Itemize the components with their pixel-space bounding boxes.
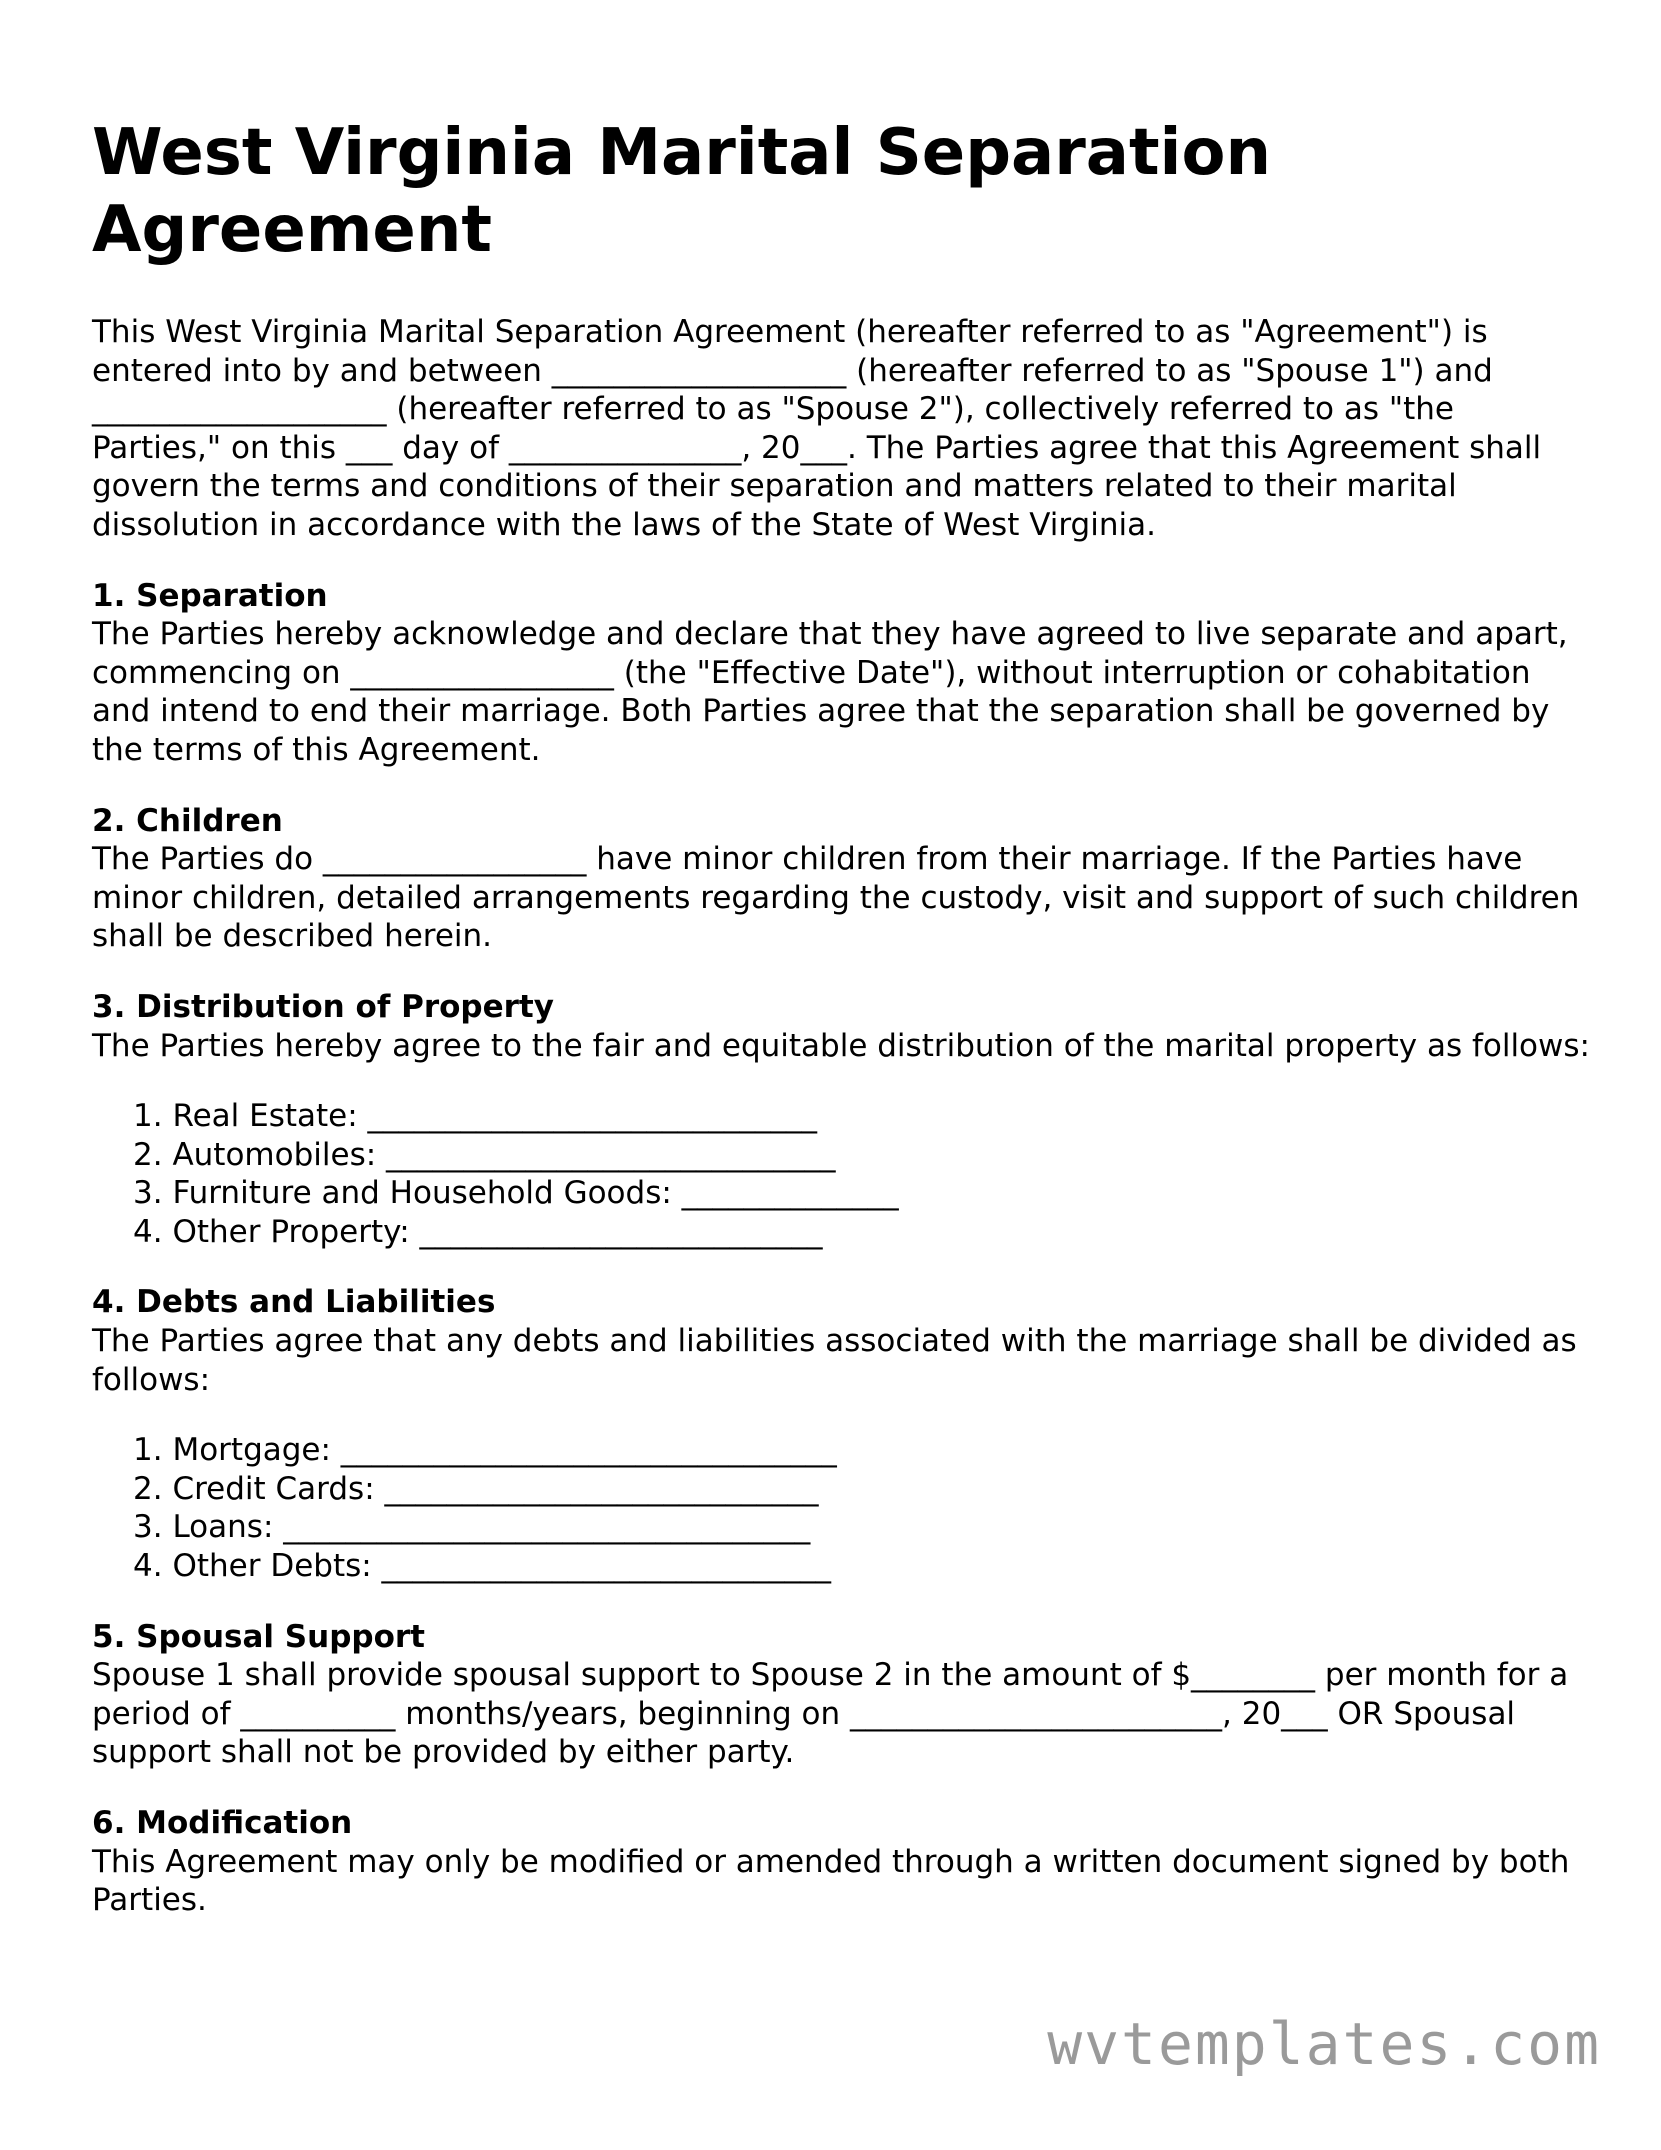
page-title: West Virginia Marital Separation Agreement: [92, 116, 1271, 267]
document-page: [92, 115, 1592, 1920]
list-item: Mortgage: ________________________________: [172, 1432, 837, 1469]
list-item: Automobiles: _____________________________: [172, 1136, 836, 1173]
list-item: Other Property: __________________________: [172, 1213, 823, 1250]
section-heading: 4. Debts and Liabilities: [92, 1284, 496, 1321]
debts-list: [92, 1431, 1592, 1585]
list-item: Credit Cards: ____________________________: [172, 1470, 819, 1507]
section-distribution-of-property: [92, 988, 1592, 1252]
section-heading: 1. Separation: [92, 577, 328, 614]
section-children: [92, 802, 1592, 956]
section-heading: 6. Modification: [92, 1805, 353, 1841]
section-modification: [92, 1804, 1592, 1920]
intro-paragraph: This West Virginia Marital Separation Agreement (hereafter referred to as "Agreement") is entered into by and between ___________________ (hereafter referred to as "Spouse 1") and ___________________ (hereafter referred to as "Spouse 2"), collectively referred to as "the Parties," on this ___ day of _______________, 20___. The Parties agree that this Agreement shall govern the terms and conditions of their separation and matters related to their marital dissolution in accordance with the laws of the State of West Virginia.: [92, 314, 1542, 543]
list-item: Loans: __________________________________: [172, 1509, 811, 1546]
property-list: [92, 1097, 1592, 1251]
section-body: The Parties hereby acknowledge and declare that they have agreed to live separate and apart, commencing on _________________ (the "Effective Date"), without interruption or cohabitation and intend to end their marriage. Both Parties agree that the separation shall be governed by the terms of this Agreement.: [92, 616, 1568, 768]
list-item: Other Debts: _____________________________: [172, 1548, 832, 1585]
section-spousal-support: [92, 1618, 1592, 1772]
section-heading: 3. Distribution of Property: [92, 988, 554, 1025]
section-body: The Parties agree that any debts and liabilities associated with the marriage shall be divided as follows:: [92, 1323, 1577, 1398]
section-heading: 5. Spousal Support: [92, 1618, 425, 1655]
list-item: Furniture and Household Goods: ______________: [172, 1175, 899, 1212]
section-body: Spouse 1 shall provide spousal support to Spouse 2 in the amount of $________ per month for a period of __________ months/years, beginning on ________________________, 20___ OR Spousal support shall not be provided by either party.: [92, 1657, 1569, 1771]
section-separation: [92, 577, 1592, 770]
section-body: The Parties do _________________ have minor children from their marriage. If the Parties have minor children, detailed arrangements regarding the custody, visit and support of such children shall be described herein.: [92, 841, 1580, 955]
watermark: wvtemplates.com: [1047, 2010, 1601, 2078]
section-body: The Parties hereby agree to the fair and equitable distribution of the marital property as follows:: [92, 1027, 1590, 1064]
section-debts-and-liabilities: [92, 1283, 1592, 1585]
section-heading: 2. Children: [92, 802, 283, 839]
section-body: This Agreement may only be modified or amended through a written document signed by both Parties.: [92, 1843, 1570, 1919]
list-item: Real Estate: _____________________________: [172, 1098, 818, 1135]
